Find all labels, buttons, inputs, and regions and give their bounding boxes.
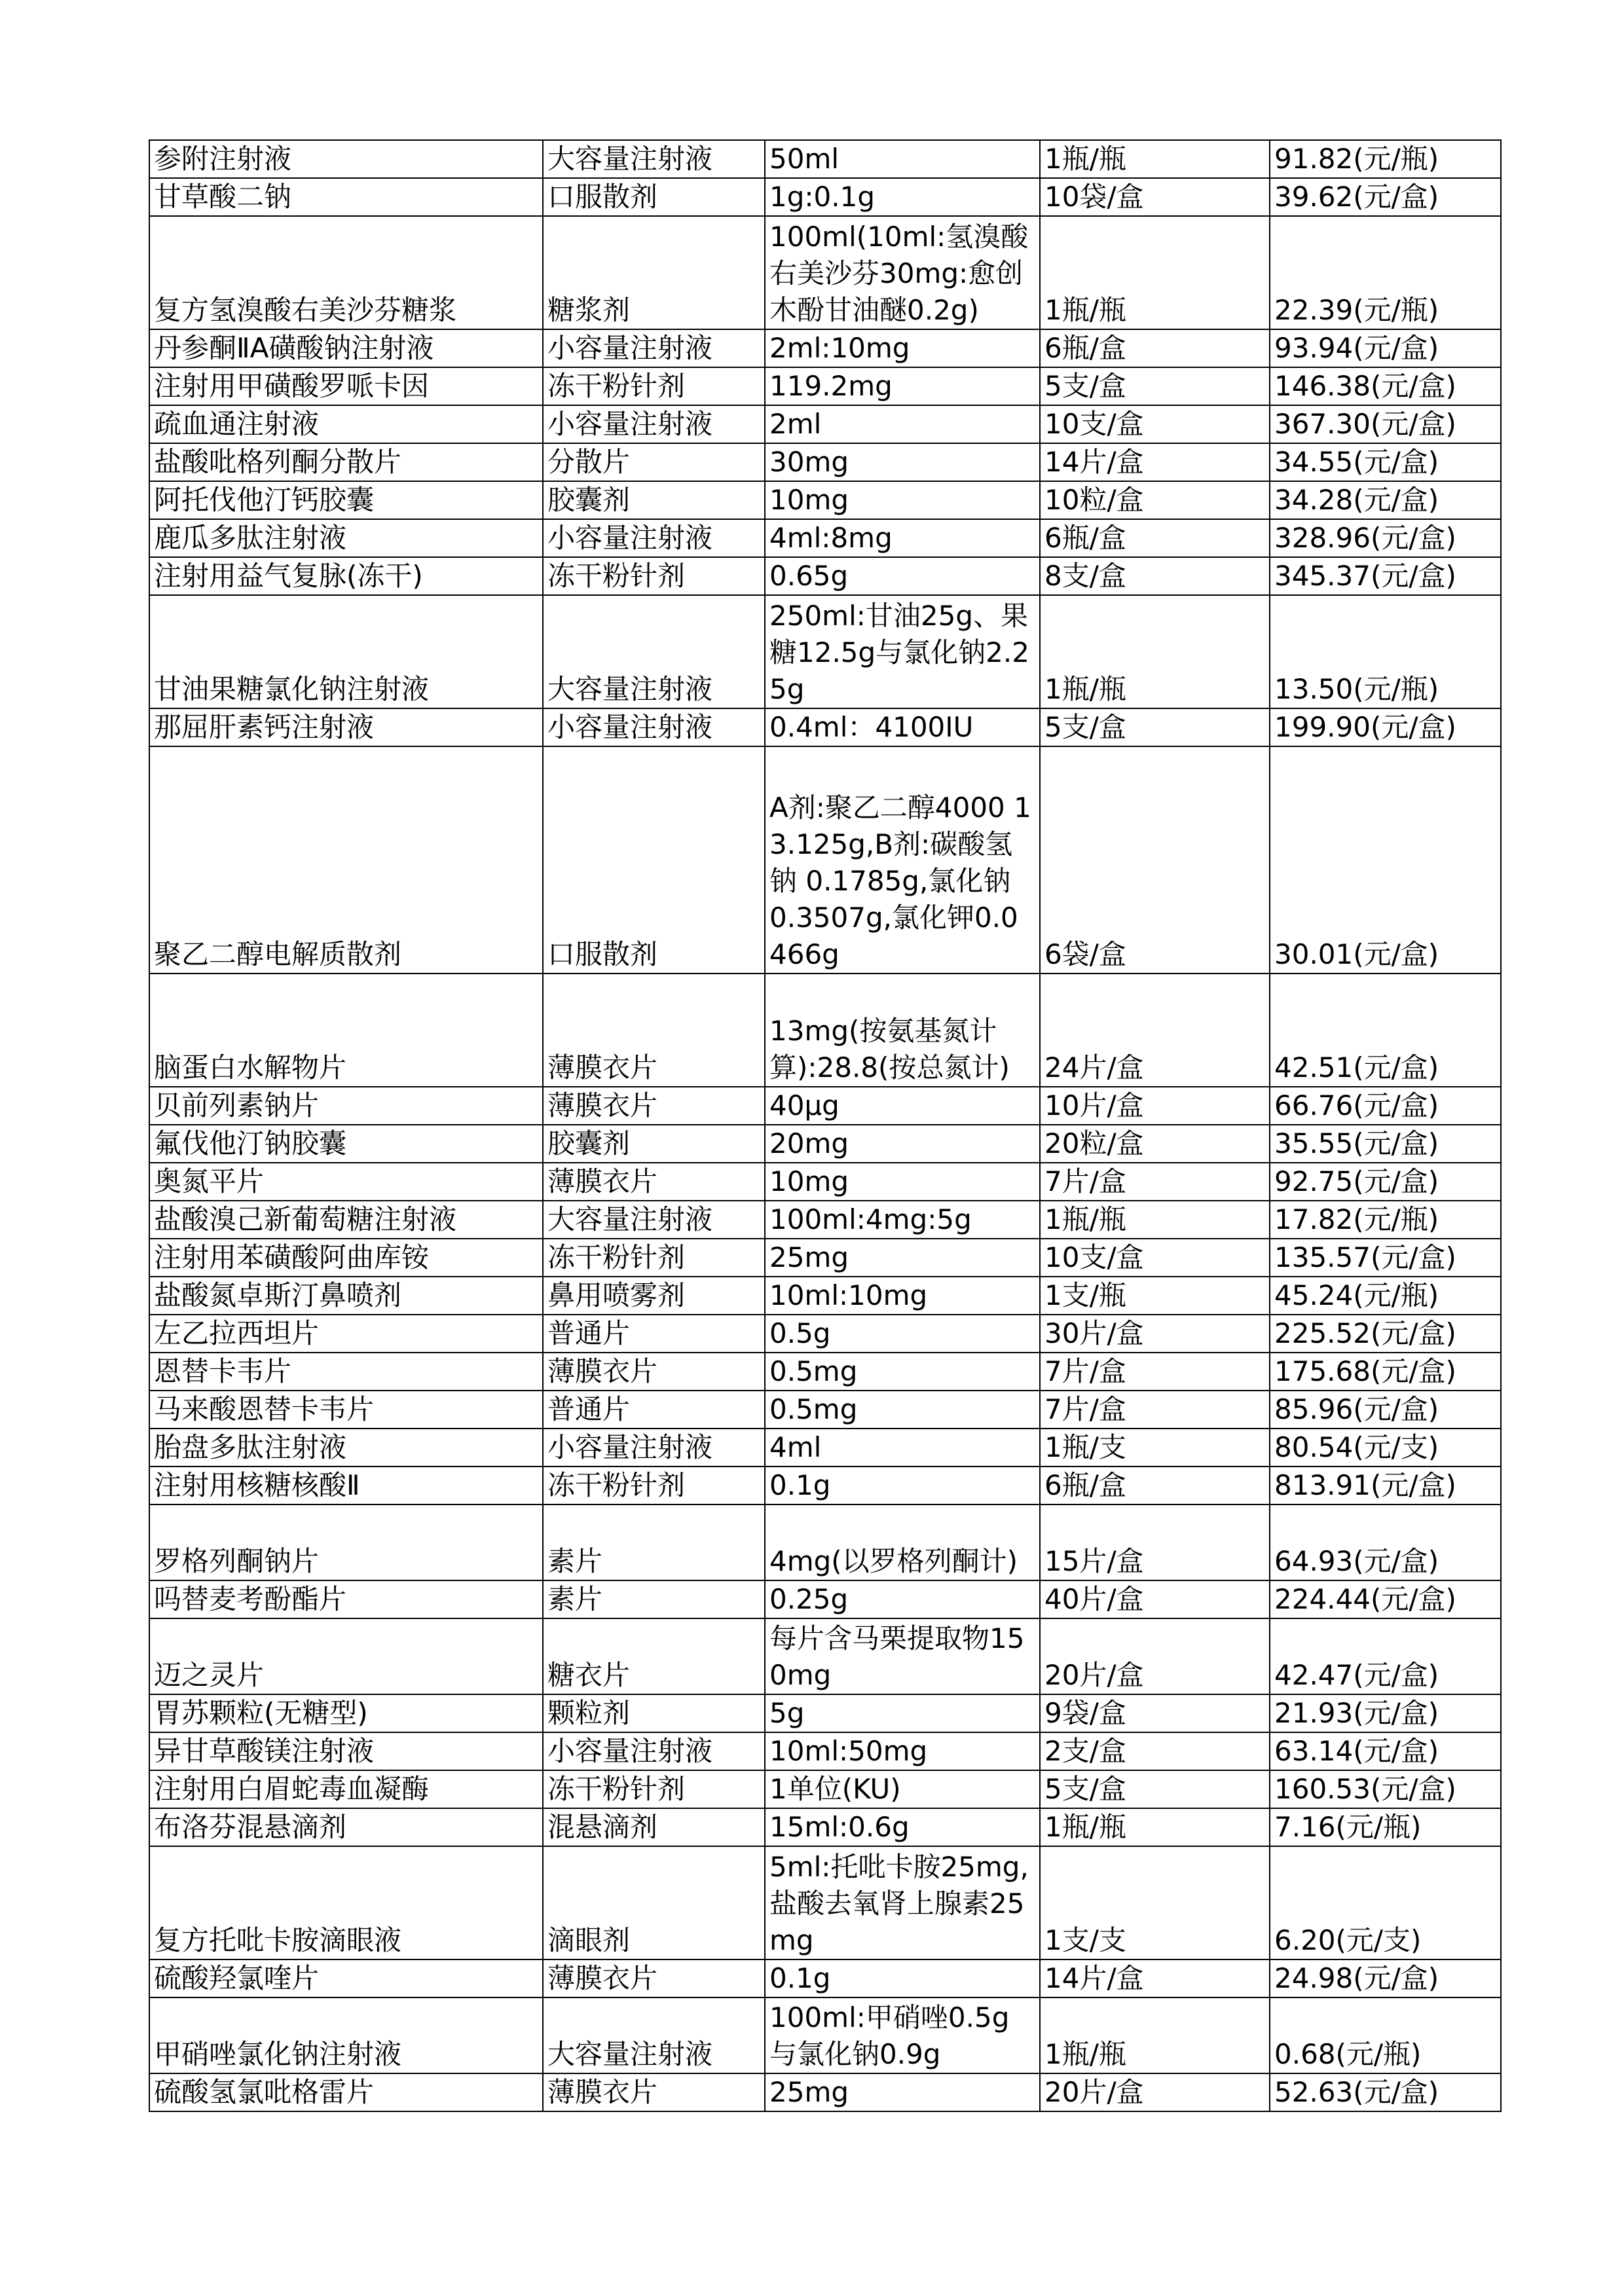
dosage-form-cell: 薄膜衣片 <box>543 974 765 1087</box>
table-row <box>149 367 1501 405</box>
package-cell: 6瓶/盒 <box>1040 1467 1270 1504</box>
dosage-form-cell: 口服散剂 <box>543 746 765 974</box>
table-row <box>149 1429 1501 1467</box>
specification-cell: 100ml:甲硝唑0.5g与氯化钠0.9g <box>765 1997 1040 2073</box>
drug-name-cell: 甘草酸二钠 <box>149 178 543 216</box>
drug-name-cell: 注射用益气复脉(冻干) <box>149 557 543 595</box>
dosage-form-cell: 大容量注射液 <box>543 595 765 708</box>
price-cell: 160.53(元/盒) <box>1270 1770 1501 1808</box>
price-cell: 328.96(元/盒) <box>1270 519 1501 557</box>
drug-name-cell: 马来酸恩替卡韦片 <box>149 1391 543 1429</box>
table-row <box>149 443 1501 481</box>
dosage-form-cell: 薄膜衣片 <box>543 1353 765 1391</box>
price-cell: 345.37(元/盒) <box>1270 557 1501 595</box>
specification-cell: 0.5mg <box>765 1391 1040 1429</box>
dosage-form-cell: 大容量注射液 <box>543 1997 765 2073</box>
package-cell: 1瓶/瓶 <box>1040 1997 1270 2073</box>
table-row <box>149 974 1501 1087</box>
dosage-form-cell: 小容量注射液 <box>543 1732 765 1770</box>
table-row <box>149 1467 1501 1504</box>
dosage-form-cell: 薄膜衣片 <box>543 1087 765 1125</box>
package-cell: 1瓶/瓶 <box>1040 1808 1270 1846</box>
package-cell: 30片/盒 <box>1040 1315 1270 1353</box>
price-cell: 7.16(元/瓶) <box>1270 1808 1501 1846</box>
specification-cell: 25mg <box>765 1239 1040 1277</box>
drug-name-cell: 迈之灵片 <box>149 1618 543 1694</box>
drug-name-cell: 盐酸氮卓斯汀鼻喷剂 <box>149 1277 543 1315</box>
dosage-form-cell: 大容量注射液 <box>543 140 765 178</box>
price-cell: 225.52(元/盒) <box>1270 1315 1501 1353</box>
drug-name-cell: 硫酸羟氯喹片 <box>149 1959 543 1997</box>
price-cell: 34.28(元/盒) <box>1270 481 1501 519</box>
package-cell: 20粒/盒 <box>1040 1125 1270 1163</box>
dosage-form-cell: 小容量注射液 <box>543 405 765 443</box>
dosage-form-cell: 口服散剂 <box>543 178 765 216</box>
drug-name-cell: 复方氢溴酸右美沙芬糖浆 <box>149 216 543 329</box>
table-row <box>149 1201 1501 1239</box>
table-row <box>149 1694 1501 1732</box>
drug-name-cell: 疏血通注射液 <box>149 405 543 443</box>
price-cell: 30.01(元/盒) <box>1270 746 1501 974</box>
table-row <box>149 178 1501 216</box>
specification-cell: 1g:0.1g <box>765 178 1040 216</box>
package-cell: 10袋/盒 <box>1040 178 1270 216</box>
price-cell: 52.63(元/盒) <box>1270 2073 1501 2111</box>
drug-name-cell: 那屈肝素钙注射液 <box>149 708 543 746</box>
price-cell: 0.68(元/瓶) <box>1270 1997 1501 2073</box>
specification-cell: 0.5mg <box>765 1353 1040 1391</box>
drug-name-cell: 注射用核糖核酸Ⅱ <box>149 1467 543 1504</box>
table-row <box>149 595 1501 708</box>
specification-cell: 0.1g <box>765 1467 1040 1504</box>
specification-cell: 10ml:50mg <box>765 1732 1040 1770</box>
dosage-form-cell: 滴眼剂 <box>543 1846 765 1959</box>
package-cell: 1瓶/瓶 <box>1040 595 1270 708</box>
table-row <box>149 1618 1501 1694</box>
table-row <box>149 1353 1501 1391</box>
table-row <box>149 1239 1501 1277</box>
table-row <box>149 481 1501 519</box>
specification-cell: 每片含马栗提取物150mg <box>765 1618 1040 1694</box>
specification-cell: 25mg <box>765 2073 1040 2111</box>
table-row <box>149 1732 1501 1770</box>
drug-name-cell: 注射用白眉蛇毒血凝酶 <box>149 1770 543 1808</box>
package-cell: 1瓶/瓶 <box>1040 216 1270 329</box>
dosage-form-cell: 小容量注射液 <box>543 708 765 746</box>
table-row <box>149 1770 1501 1808</box>
dosage-form-cell: 冻干粉针剂 <box>543 557 765 595</box>
price-cell: 45.24(元/瓶) <box>1270 1277 1501 1315</box>
package-cell: 2支/盒 <box>1040 1732 1270 1770</box>
price-cell: 17.82(元/瓶) <box>1270 1201 1501 1239</box>
dosage-form-cell: 普通片 <box>543 1315 765 1353</box>
package-cell: 1瓶/瓶 <box>1040 1201 1270 1239</box>
table-row <box>149 1315 1501 1353</box>
specification-cell: 20mg <box>765 1125 1040 1163</box>
table-body <box>149 140 1501 2111</box>
specification-cell: 10ml:10mg <box>765 1277 1040 1315</box>
table-row <box>149 519 1501 557</box>
price-cell: 175.68(元/盒) <box>1270 1353 1501 1391</box>
table-row <box>149 1504 1501 1580</box>
drug-name-cell: 异甘草酸镁注射液 <box>149 1732 543 1770</box>
price-cell: 92.75(元/盒) <box>1270 1163 1501 1201</box>
package-cell: 10支/盒 <box>1040 1239 1270 1277</box>
drug-name-cell: 贝前列素钠片 <box>149 1087 543 1125</box>
price-cell: 93.94(元/盒) <box>1270 329 1501 367</box>
drug-name-cell: 吗替麦考酚酯片 <box>149 1580 543 1618</box>
dosage-form-cell: 分散片 <box>543 443 765 481</box>
price-cell: 199.90(元/盒) <box>1270 708 1501 746</box>
specification-cell: A剂:聚乙二醇4000 13.125g,B剂:碳酸氢钠 0.1785g,氯化钠0.3507g,氯化钾0.0466g <box>765 746 1040 974</box>
specification-cell: 15ml:0.6g <box>765 1808 1040 1846</box>
specification-cell: 100ml:4mg:5g <box>765 1201 1040 1239</box>
package-cell: 8支/盒 <box>1040 557 1270 595</box>
drug-name-cell: 复方托吡卡胺滴眼液 <box>149 1846 543 1959</box>
package-cell: 7片/盒 <box>1040 1353 1270 1391</box>
drug-name-cell: 布洛芬混悬滴剂 <box>149 1808 543 1846</box>
price-cell: 42.47(元/盒) <box>1270 1618 1501 1694</box>
package-cell: 14片/盒 <box>1040 1959 1270 1997</box>
package-cell: 1瓶/支 <box>1040 1429 1270 1467</box>
drug-name-cell: 胎盘多肽注射液 <box>149 1429 543 1467</box>
drug-name-cell: 参附注射液 <box>149 140 543 178</box>
drug-name-cell: 硫酸氢氯吡格雷片 <box>149 2073 543 2111</box>
price-cell: 6.20(元/支) <box>1270 1846 1501 1959</box>
dosage-form-cell: 薄膜衣片 <box>543 1959 765 1997</box>
dosage-form-cell: 混悬滴剂 <box>543 1808 765 1846</box>
package-cell: 5支/盒 <box>1040 1770 1270 1808</box>
drug-name-cell: 注射用甲磺酸罗哌卡因 <box>149 367 543 405</box>
drug-name-cell: 恩替卡韦片 <box>149 1353 543 1391</box>
package-cell: 15片/盒 <box>1040 1504 1270 1580</box>
package-cell: 7片/盒 <box>1040 1163 1270 1201</box>
specification-cell: 0.25g <box>765 1580 1040 1618</box>
dosage-form-cell: 鼻用喷雾剂 <box>543 1277 765 1315</box>
drug-name-cell: 注射用苯磺酸阿曲库铵 <box>149 1239 543 1277</box>
package-cell: 7片/盒 <box>1040 1391 1270 1429</box>
drug-name-cell: 脑蛋白水解物片 <box>149 974 543 1087</box>
price-cell: 66.76(元/盒) <box>1270 1087 1501 1125</box>
specification-cell: 10mg <box>765 1163 1040 1201</box>
package-cell: 5支/盒 <box>1040 708 1270 746</box>
table-row <box>149 1163 1501 1201</box>
dosage-form-cell: 胶囊剂 <box>543 1125 765 1163</box>
dosage-form-cell: 素片 <box>543 1580 765 1618</box>
table-row <box>149 557 1501 595</box>
table-row <box>149 1580 1501 1618</box>
table-row <box>149 140 1501 178</box>
price-cell: 91.82(元/瓶) <box>1270 140 1501 178</box>
price-cell: 35.55(元/盒) <box>1270 1125 1501 1163</box>
table-row <box>149 1959 1501 1997</box>
package-cell: 1支/瓶 <box>1040 1277 1270 1315</box>
specification-cell: 10mg <box>765 481 1040 519</box>
drug-name-cell: 氟伐他汀钠胶囊 <box>149 1125 543 1163</box>
drug-name-cell: 罗格列酮钠片 <box>149 1504 543 1580</box>
specification-cell: 13mg(按氨基氮计算):28.8(按总氮计) <box>765 974 1040 1087</box>
table-row <box>149 1391 1501 1429</box>
price-cell: 34.55(元/盒) <box>1270 443 1501 481</box>
drug-name-cell: 聚乙二醇电解质散剂 <box>149 746 543 974</box>
drug-name-cell: 左乙拉西坦片 <box>149 1315 543 1353</box>
drug-price-table <box>149 139 1502 2112</box>
dosage-form-cell: 小容量注射液 <box>543 329 765 367</box>
dosage-form-cell: 冻干粉针剂 <box>543 1467 765 1504</box>
price-cell: 80.54(元/支) <box>1270 1429 1501 1467</box>
table-row <box>149 405 1501 443</box>
dosage-form-cell: 素片 <box>543 1504 765 1580</box>
price-cell: 146.38(元/盒) <box>1270 367 1501 405</box>
dosage-form-cell: 小容量注射液 <box>543 519 765 557</box>
specification-cell: 250ml:甘油25g、果糖12.5g与氯化钠2.25g <box>765 595 1040 708</box>
package-cell: 10片/盒 <box>1040 1087 1270 1125</box>
price-cell: 63.14(元/盒) <box>1270 1732 1501 1770</box>
dosage-form-cell: 薄膜衣片 <box>543 2073 765 2111</box>
table-row <box>149 216 1501 329</box>
package-cell: 5支/盒 <box>1040 367 1270 405</box>
package-cell: 1支/支 <box>1040 1846 1270 1959</box>
specification-cell: 50ml <box>765 140 1040 178</box>
package-cell: 14片/盒 <box>1040 443 1270 481</box>
package-cell: 9袋/盒 <box>1040 1694 1270 1732</box>
specification-cell: 4ml:8mg <box>765 519 1040 557</box>
package-cell: 6瓶/盒 <box>1040 329 1270 367</box>
specification-cell: 100ml(10ml:氢溴酸右美沙芬30mg:愈创木酚甘油醚0.2g) <box>765 216 1040 329</box>
table-row <box>149 2073 1501 2111</box>
price-cell: 24.98(元/盒) <box>1270 1959 1501 1997</box>
package-cell: 10支/盒 <box>1040 405 1270 443</box>
dosage-form-cell: 冻干粉针剂 <box>543 1770 765 1808</box>
price-cell: 42.51(元/盒) <box>1270 974 1501 1087</box>
table-row <box>149 1846 1501 1959</box>
drug-name-cell: 胃苏颗粒(无糖型) <box>149 1694 543 1732</box>
package-cell: 24片/盒 <box>1040 974 1270 1087</box>
dosage-form-cell: 普通片 <box>543 1391 765 1429</box>
drug-name-cell: 盐酸溴己新葡萄糖注射液 <box>149 1201 543 1239</box>
package-cell: 1瓶/瓶 <box>1040 140 1270 178</box>
specification-cell: 0.5g <box>765 1315 1040 1353</box>
specification-cell: 119.2mg <box>765 367 1040 405</box>
specification-cell: 0.1g <box>765 1959 1040 1997</box>
table-row <box>149 1277 1501 1315</box>
package-cell: 10粒/盒 <box>1040 481 1270 519</box>
dosage-form-cell: 薄膜衣片 <box>543 1163 765 1201</box>
specification-cell: 4mg(以罗格列酮计) <box>765 1504 1040 1580</box>
package-cell: 6瓶/盒 <box>1040 519 1270 557</box>
specification-cell: 5g <box>765 1694 1040 1732</box>
price-cell: 224.44(元/盒) <box>1270 1580 1501 1618</box>
specification-cell: 30mg <box>765 443 1040 481</box>
dosage-form-cell: 胶囊剂 <box>543 481 765 519</box>
price-cell: 85.96(元/盒) <box>1270 1391 1501 1429</box>
package-cell: 20片/盒 <box>1040 1618 1270 1694</box>
specification-cell: 40μg <box>765 1087 1040 1125</box>
price-cell: 367.30(元/盒) <box>1270 405 1501 443</box>
specification-cell: 2ml <box>765 405 1040 443</box>
package-cell: 20片/盒 <box>1040 2073 1270 2111</box>
price-cell: 13.50(元/瓶) <box>1270 595 1501 708</box>
dosage-form-cell: 糖衣片 <box>543 1618 765 1694</box>
drug-name-cell: 甘油果糖氯化钠注射液 <box>149 595 543 708</box>
price-cell: 22.39(元/瓶) <box>1270 216 1501 329</box>
drug-name-cell: 盐酸吡格列酮分散片 <box>149 443 543 481</box>
specification-cell: 2ml:10mg <box>765 329 1040 367</box>
dosage-form-cell: 颗粒剂 <box>543 1694 765 1732</box>
price-cell: 135.57(元/盒) <box>1270 1239 1501 1277</box>
dosage-form-cell: 小容量注射液 <box>543 1429 765 1467</box>
price-cell: 813.91(元/盒) <box>1270 1467 1501 1504</box>
price-cell: 21.93(元/盒) <box>1270 1694 1501 1732</box>
table-row <box>149 1087 1501 1125</box>
table-row <box>149 1808 1501 1846</box>
table-row <box>149 708 1501 746</box>
drug-name-cell: 阿托伐他汀钙胶囊 <box>149 481 543 519</box>
table-row <box>149 1997 1501 2073</box>
drug-name-cell: 奥氮平片 <box>149 1163 543 1201</box>
price-cell: 39.62(元/盒) <box>1270 178 1501 216</box>
price-cell: 64.93(元/盒) <box>1270 1504 1501 1580</box>
drug-name-cell: 甲硝唑氯化钠注射液 <box>149 1997 543 2073</box>
dosage-form-cell: 冻干粉针剂 <box>543 1239 765 1277</box>
table-row <box>149 329 1501 367</box>
drug-name-cell: 鹿瓜多肽注射液 <box>149 519 543 557</box>
table-row <box>149 746 1501 974</box>
specification-cell: 4ml <box>765 1429 1040 1467</box>
specification-cell: 5ml:托吡卡胺25mg,盐酸去氧肾上腺素25mg <box>765 1846 1040 1959</box>
dosage-form-cell: 糖浆剂 <box>543 216 765 329</box>
dosage-form-cell: 大容量注射液 <box>543 1201 765 1239</box>
dosage-form-cell: 冻干粉针剂 <box>543 367 765 405</box>
package-cell: 40片/盒 <box>1040 1580 1270 1618</box>
specification-cell: 0.65g <box>765 557 1040 595</box>
specification-cell: 1单位(KU) <box>765 1770 1040 1808</box>
table-row <box>149 1125 1501 1163</box>
specification-cell: 0.4ml：4100IU <box>765 708 1040 746</box>
package-cell: 6袋/盒 <box>1040 746 1270 974</box>
drug-name-cell: 丹参酮ⅡA磺酸钠注射液 <box>149 329 543 367</box>
